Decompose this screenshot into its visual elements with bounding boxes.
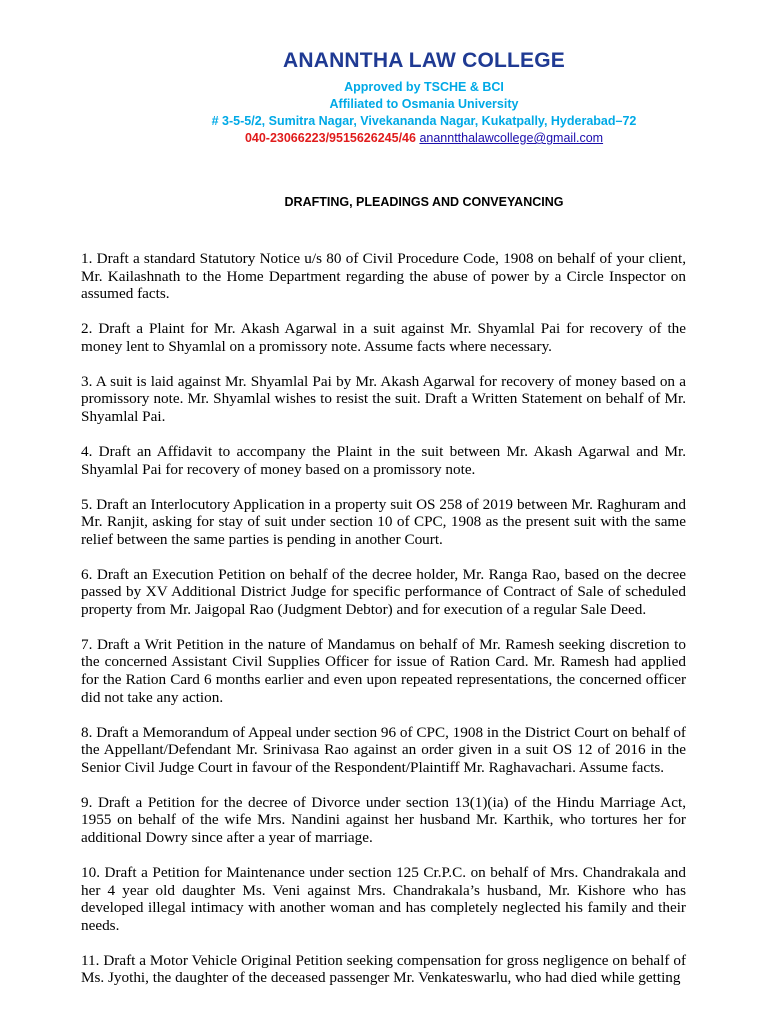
address-line: # 3-5-5/2, Sumitra Nagar, Vivekananda Nagar, Kukatpally, Hyderabad–72 bbox=[211, 114, 637, 128]
question-item: 10. Draft a Petition for Maintenance under section 125 Cr.P.C. on behalf of Mrs. Chandrakala and her 4 year old daughter Ms. Veni against Mrs. Chandrakala’s husband, Mr. Kishore who has developed illegal intimacy with another woman and has completely neglected his family and their needs. bbox=[81, 863, 686, 934]
contact-line bbox=[80, 130, 768, 147]
question-item: 6. Draft an Execution Petition on behalf of the decree holder, Mr. Ranga Rao, based on the decree passed by XV Additional District Judge for specific performance of Contract of Sale of scheduled property from Mr. Jaigopal Rao (Judgment Debtor) and for execution of a regular Sale Deed. bbox=[81, 565, 686, 618]
question-item: 8. Draft a Memorandum of Appeal under section 96 of CPC, 1908 in the District Court on behalf of the Appellant/Defendant Mr. Srinivasa Rao against an order given in a suit OS 12 of 2016 in the Senior Civil Judge Court in favour of the Respondent/Plaintiff Mr. Raghavachari. Assume facts. bbox=[81, 723, 686, 776]
college-name: ANANNTHA LAW COLLEGE bbox=[282, 49, 566, 72]
question-item: 5. Draft an Interlocutory Application in a property suit OS 258 of 2019 between Mr. Raghuram and Mr. Ranjit, asking for stay of suit under section 10 of CPC, 1908 as the present suit with the same relief between the same parties is pending in another Court. bbox=[81, 495, 686, 548]
question-item: 1. Draft a standard Statutory Notice u/s 80 of Civil Procedure Code, 1908 on behalf of your client, Mr. Kailashnath to the Home Department regarding the abuse of power by a Circle Inspector on assumed facts. bbox=[81, 250, 686, 303]
question-item: 4. Draft an Affidavit to accompany the Plaint in the suit between Mr. Akash Agarwal and Mr. Shyamlal Pai for recovery of money based on a promissory note. bbox=[81, 442, 686, 478]
question-item: 3. A suit is laid against Mr. Shyamlal Pai by Mr. Akash Agarwal for recovery of money based on a promissory note. Mr. Shyamlal wishes to resist the suit. Draft a Written Statement on behalf of Mr. Shyamlal Pai. bbox=[81, 372, 686, 425]
question-item: 7. Draft a Writ Petition in the nature of Mandamus on behalf of Mr. Ramesh seeking discretion to the concerned Assistant Civil Supplies Officer for issue of Ration Card. Mr. Ramesh had applied for the Ration Card 6 months earlier and even upon repeated representations, the concerned officer did not take any action. bbox=[81, 635, 686, 706]
question-item: 2. Draft a Plaint for Mr. Akash Agarwal in a suit against Mr. Shyamlal Pai for recovery of the money lent to Shyamlal on a promissory note. Assume facts where necessary. bbox=[81, 320, 686, 355]
question-list bbox=[81, 250, 686, 1004]
question-item: 9. Draft a Petition for the decree of Divorce under section 13(1)(ia) of the Hindu Marriage Act, 1955 on behalf of the wife Mrs. Nandini against her husband Mr. Karthik, who tortures her for additional Dowry since after a year of marriage. bbox=[81, 793, 686, 846]
document-title: DRAFTING, PLEADINGS AND CONVEYANCING bbox=[284, 195, 564, 209]
letterhead bbox=[0, 0, 768, 147]
phone-number: 040-23066223/9515626245/46 bbox=[244, 131, 416, 145]
affiliation-line: Affiliated to Osmania University bbox=[329, 97, 519, 111]
approval-line: Approved by TSCHE & BCI bbox=[344, 80, 504, 94]
email-link[interactable]: ananntthalawcollege@gmail.com bbox=[419, 131, 604, 145]
question-item: 11. Draft a Motor Vehicle Original Petition seeking compensation for gross negligence on behalf of Ms. Jyothi, the daughter of the deceased passenger Mr. Venkateswarlu, who had died while getting bbox=[81, 951, 686, 987]
